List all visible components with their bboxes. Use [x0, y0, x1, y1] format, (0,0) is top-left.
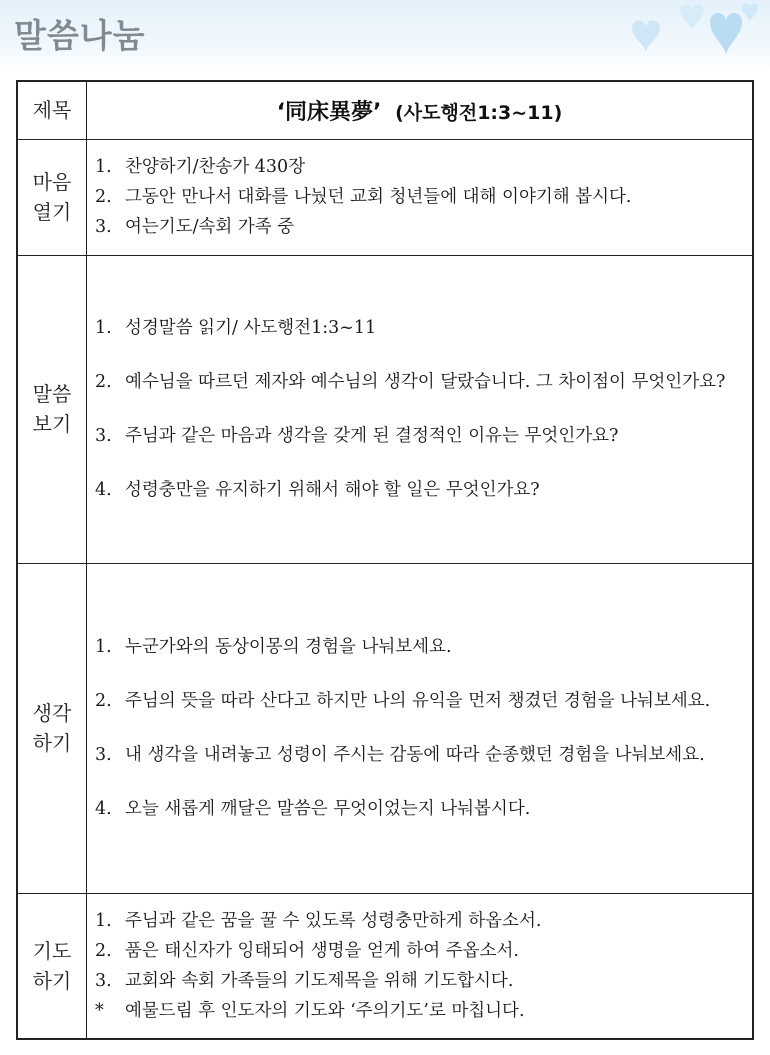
list-item [95, 936, 740, 966]
item-text: 성경말씀 읽기/ 사도행전1:3~11 [125, 318, 377, 338]
section-row-reflect [17, 563, 753, 893]
list-item [95, 794, 740, 824]
item-text: 찬양하기/찬송가 430장 [125, 157, 306, 177]
item-text: 주님과 같은 마음과 생각을 갖게 된 결정적인 이유는 무엇인가요? [125, 426, 619, 446]
section-label-line1: 마음 [32, 170, 72, 194]
item-number: 2. [95, 691, 112, 711]
section-label [17, 255, 87, 563]
section-label-line2: 하기 [32, 731, 72, 755]
item-text: 그동안 만나서 대화를 나눴던 교회 청년들에 대해 이야기해 봅시다. [125, 187, 632, 207]
section-row-prayer [17, 893, 753, 1039]
section-body [87, 255, 754, 563]
item-number: 3. [95, 217, 112, 237]
list-item [95, 313, 740, 343]
list-item [95, 740, 740, 770]
list-item [95, 182, 740, 212]
item-number: 3. [95, 426, 112, 446]
item-text: 교회와 속회 가족들의 기도제목을 위해 기도합시다. [125, 970, 514, 991]
item-number: 4. [95, 799, 112, 819]
item-number: 4. [95, 480, 112, 500]
item-text: 주님의 뜻을 따라 산다고 하지만 나의 유익을 먼저 챙겼던 경험을 나눠보세요. [125, 691, 711, 711]
item-text: 내 생각을 내려놓고 성령이 주시는 감동에 따라 순종했던 경험을 나눠보세요. [125, 745, 705, 765]
list-item [95, 421, 740, 451]
title-cell [87, 81, 754, 139]
list-item [95, 152, 740, 182]
list-item [95, 996, 740, 1026]
item-number: 1. [95, 318, 112, 338]
section-label [17, 563, 87, 893]
list-item [95, 475, 740, 505]
section-title: 말씀나눔 [14, 16, 146, 55]
section-label [17, 139, 87, 255]
item-number: 1. [95, 637, 112, 657]
list-item [95, 686, 740, 716]
section-body [87, 139, 754, 255]
title-row [17, 81, 753, 139]
header-banner [0, 0, 770, 72]
section-label-line1: 말씀 [32, 382, 72, 406]
sermon-reference: (사도행전1:3~11) [395, 101, 563, 124]
section-label-line1: 생각 [32, 701, 72, 725]
item-number: 1. [95, 910, 112, 931]
bible-study-table [16, 80, 754, 1040]
item-number: 3. [95, 745, 112, 765]
item-text: 예수님을 따르던 제자와 예수님의 생각이 달랐습니다. 그 차이점이 무엇인가요? [125, 372, 726, 392]
item-number: 2. [95, 372, 112, 392]
list-item [95, 632, 740, 662]
item-text: 예물드림 후 인도자의 기도와 ‘주의기도’로 마칩니다. [125, 1000, 525, 1021]
section-row-read-word [17, 255, 753, 563]
item-number: 3. [95, 970, 112, 991]
section-label [17, 893, 87, 1039]
title-label: 제목 [17, 81, 87, 139]
item-text: 오늘 새롭게 깨달은 말씀은 무엇이었는지 나눠봅시다. [125, 799, 531, 819]
section-label-line2: 열기 [32, 200, 72, 224]
list-item [95, 966, 740, 996]
item-number: 2. [95, 940, 112, 961]
section-label-line2: 보기 [32, 412, 72, 436]
item-text: 성령충만을 유지하기 위해서 해야 할 일은 무엇인가요? [125, 480, 540, 500]
section-label-line1: 기도 [32, 938, 72, 963]
item-text: 누군가와의 동상이몽의 경험을 나눠보세요. [125, 637, 452, 657]
section-label-line2: 하기 [32, 968, 72, 993]
section-body [87, 893, 754, 1039]
item-text: 주님과 같은 꿈을 꿀 수 있도록 성령충만하게 하옵소서. [125, 910, 542, 931]
item-number: 2. [95, 187, 112, 207]
section-body [87, 563, 754, 893]
list-item [95, 212, 740, 242]
item-number: 1. [95, 157, 112, 177]
item-number: * [95, 1000, 104, 1021]
list-item [95, 367, 740, 397]
item-text: 여는기도/속회 가족 중 [125, 217, 295, 237]
list-item [95, 906, 740, 936]
section-row-open-heart [17, 139, 753, 255]
sermon-title: ‘同床異夢’ [276, 99, 382, 125]
item-text: 품은 태신자가 잉태되어 생명을 얻게 하여 주옵소서. [125, 940, 519, 961]
hearts-decoration-icon [592, 0, 762, 64]
